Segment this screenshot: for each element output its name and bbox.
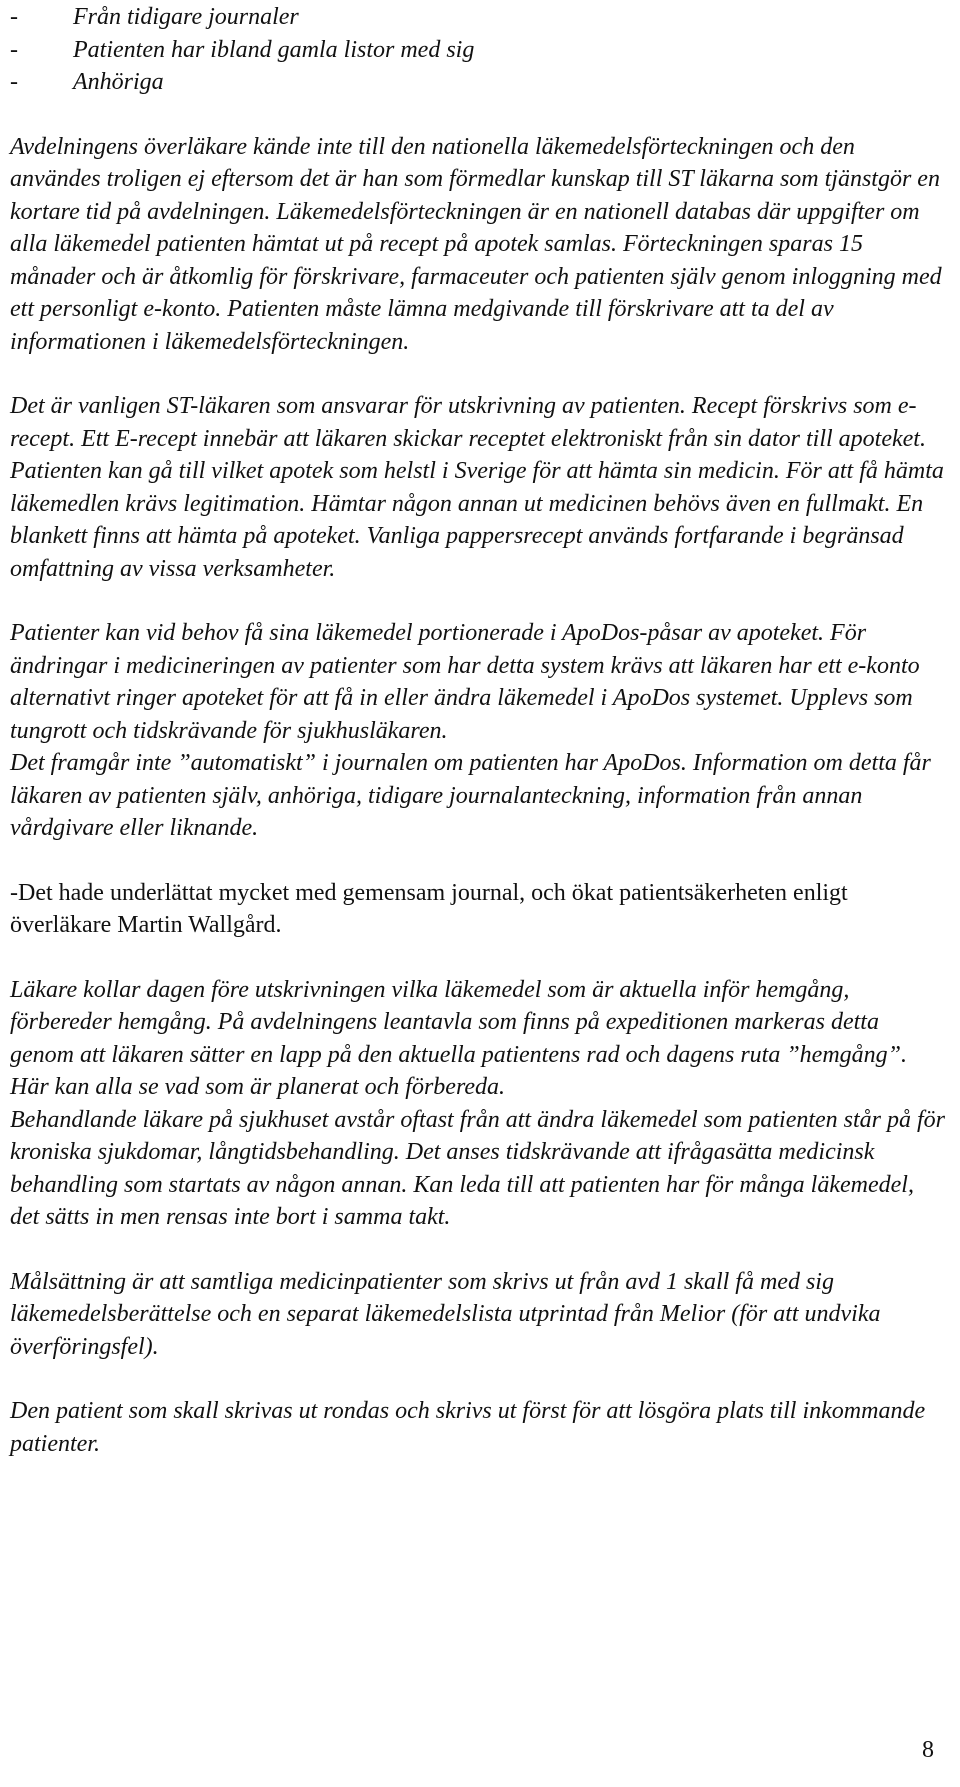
list-dash: - xyxy=(10,4,18,30)
list-dash: - xyxy=(10,36,18,63)
list-item-text: Anhöriga xyxy=(73,69,164,95)
list-item xyxy=(10,66,948,99)
paragraph-malsattning: Målsättning är att samtliga medicinpatienter som skrivs ut från avd 1 skall få med sig läkemedelsberättelse och en separat läkemedelslista utprintad från Melior (för att undvika överföringsfel). xyxy=(10,1268,881,1360)
page-number: 8 xyxy=(922,1737,934,1763)
list-dash: - xyxy=(10,69,18,95)
list-item xyxy=(10,1,948,34)
list-item xyxy=(10,34,948,67)
paragraph-e-recept: Det är vanligen ST-läkaren som ansvarar för utskrivning av patienten. Recept förskrivs som e-recept. Ett E-recept innebär att läkaren skickar receptet elektroniskt från sin dator till apoteket. Patienten kan gå till vilket apotek som helstl i Sverige för att hämta sin medicin. För att få hämta läkemedlen krävs legitimation. Hämtar någon annan ut medicinen behövs även en fullmakt. En blankett finns att hämta på apoteket. Vanliga pappersrecept används fortfarande i begränsad omfattning av vissa verksamheter. xyxy=(10,393,944,582)
list-item-text: Patienten har ibland gamla listor med sig xyxy=(73,36,475,63)
paragraph-quote-overlakare: -Det hade underlättat mycket med gemensam journal, och ökat patientsäkerheten enligt överläkare Martin Wallgård. xyxy=(10,879,848,938)
paragraph-apodos-journal: Det framgår inte ”automatiskt” i journalen om patienten har ApoDos. Information om detta får läkaren av patienten själv, anhöriga, tidigare journalanteckning, information från annan vårdgivare eller liknande. xyxy=(10,750,931,841)
list-item-text: Från tidigare journaler xyxy=(73,4,299,30)
source-list xyxy=(10,0,948,99)
paragraph-apodos: Patienter kan vid behov få sina läkemedel portionerade i ApoDos-påsar av apoteket. För ändringar i medicineringen av patienter som har detta system krävs att läkaren har ett e-konto alternativt ringer apoteket för att få in eller ändra läkemedel i ApoDos systemet. Upplevs som tungrott och tidskrävande för sjukhusläkaren. xyxy=(10,620,920,744)
paragraph-hemgang: Läkare kollar dagen före utskrivningen vilka läkemedel som är aktuella inför hemgång, förbereder hemgång. På avdelningens leantavla som finns på expeditionen markeras detta genom att läkaren sätter en lapp på den aktuella patientens rad och dagens ruta ”hemgång”. Här kan alla se vad som är planerat och förbereda. xyxy=(10,976,908,1100)
paragraph-behandlande-lakare: Behandlande läkare på sjukhuset avstår oftast från att ändra läkemedel som patienten står på för kroniska sjukdomar, långtidsbehandling. Det anses tidskrävande att ifrågasätta medicinsk behandling som startats av någon annan. Kan leda till att patienten har för många läkemedel, det sätts in men rensas inte bort i samma takt. xyxy=(10,1106,946,1230)
paragraph-lakemedelsforteckningen: Avdelningens överläkare kände inte till den nationella läkemedelsförteckningen och den användes troligen ej eftersom det är han som förmedlar kunskap till ST läkarna som tjänstgör en kortare tid på avdelningen. Läkemedelsförteckningen är en nationell databas där uppgifter om alla läkemedel patienten hämtat ut på recept på apotek samlas. Förteckningen sparas 15 månader och är åtkomlig för förskrivare, farmaceuter och patienten själv genom inloggning med ett personligt e-konto. Patienten måste lämna medgivande till förskrivare att ta del av informationen i läkemedelsförteckningen. xyxy=(10,133,942,355)
paragraph-utskrivning: Den patient som skall skrivas ut rondas och skrivs ut först för att lösgöra plats till inkommande patienter. xyxy=(10,1398,926,1457)
